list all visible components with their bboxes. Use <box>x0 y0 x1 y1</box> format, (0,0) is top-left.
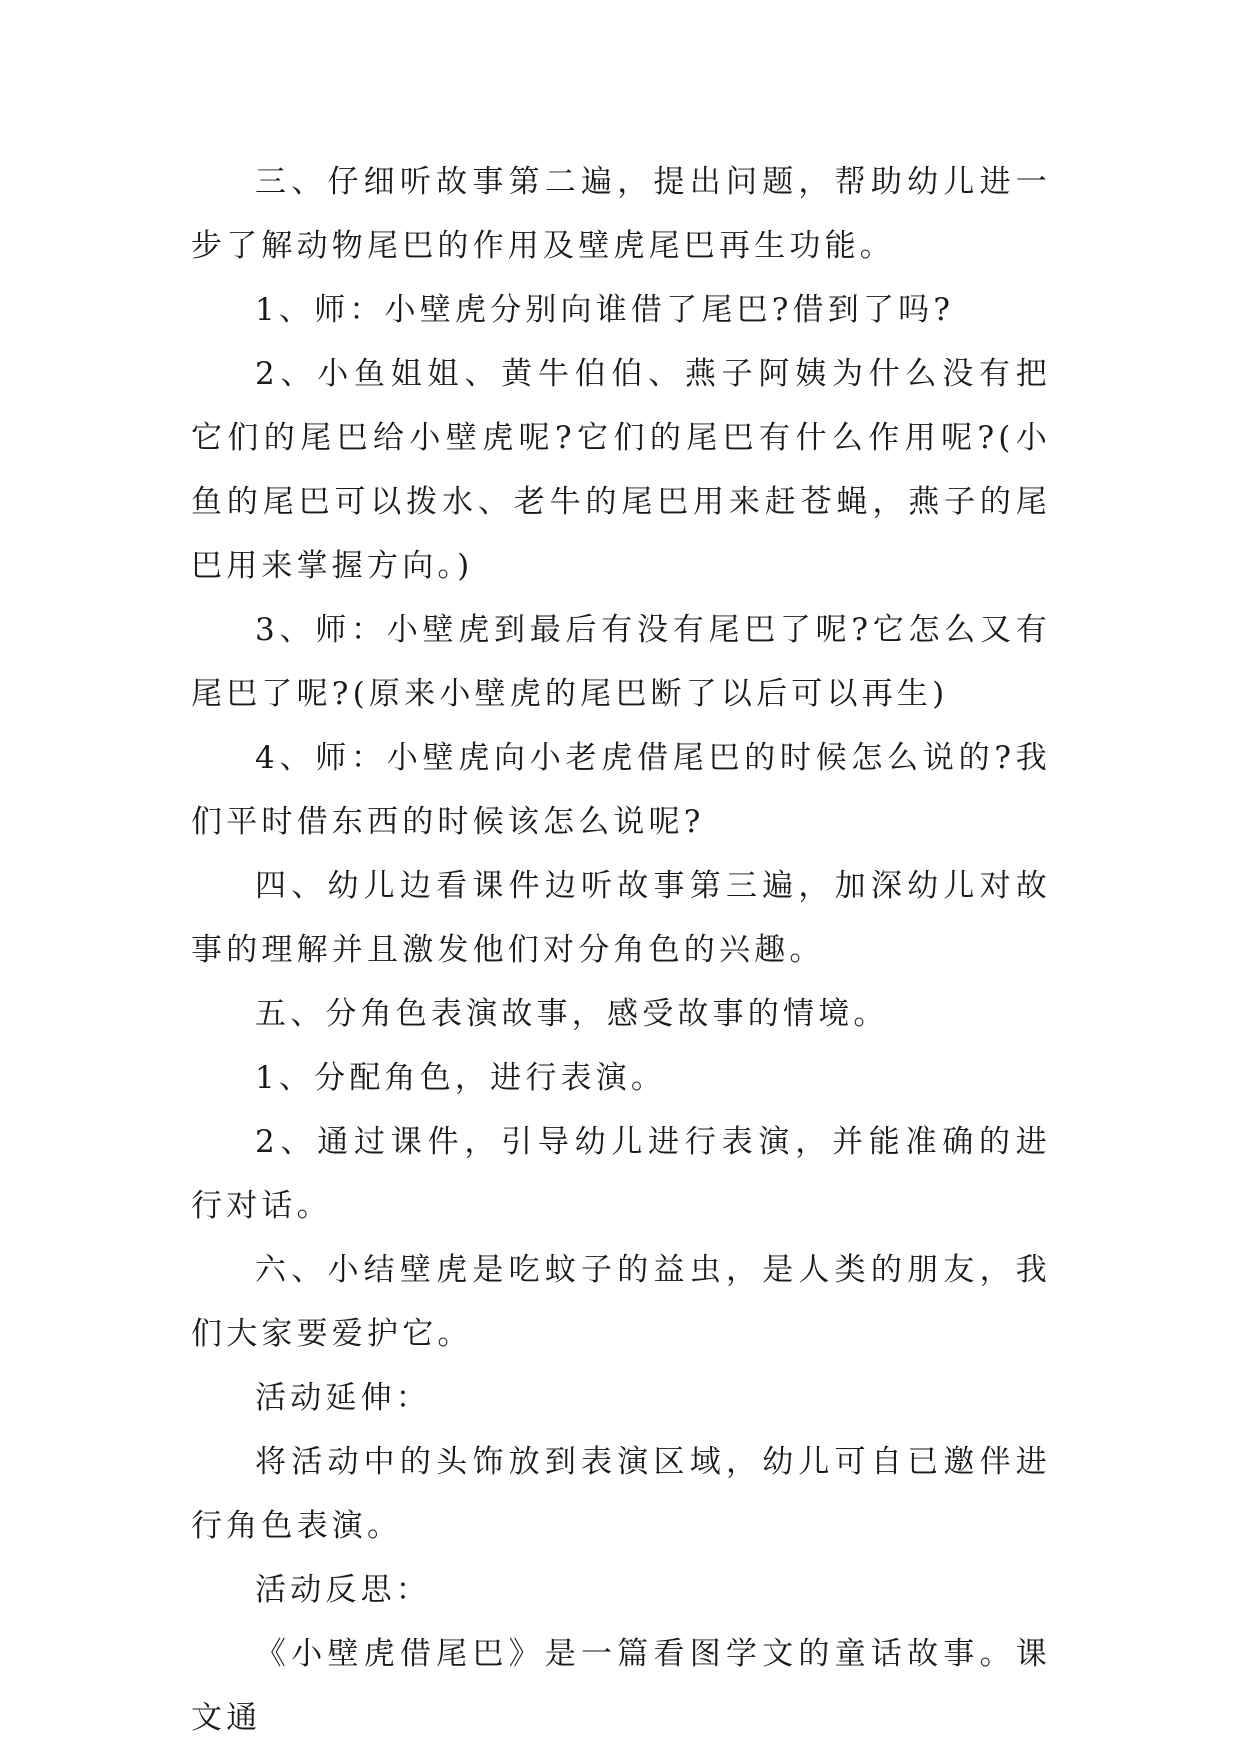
paragraph-8: 1、分配角色，进行表演。 <box>255 1060 667 1096</box>
paragraph-1: 三、仔细听故事第二遍，提出问题，帮助幼儿进一步了解动物尾巴的作用及壁虎尾巴再生功能。 <box>191 164 1051 264</box>
paragraph-11: 活动延伸： <box>255 1380 431 1416</box>
paragraph-5: 4、师：小壁虎向小老虎借尾巴的时候怎么说的?我们平时借东西的时候该怎么说呢? <box>191 740 1051 840</box>
paragraph-12: 将活动中的头饰放到表演区域，幼儿可自已邀伴进行角色表演。 <box>191 1444 1051 1544</box>
document-body <box>191 150 1051 1750</box>
paragraph-7: 五、分角色表演故事，感受故事的情境。 <box>255 996 889 1032</box>
paragraph-2: 1、师：小壁虎分别向谁借了尾巴?借到了吗? <box>255 292 955 328</box>
paragraph-14: 《小壁虎借尾巴》是一篇看图学文的童话故事。课文通 <box>191 1636 1051 1736</box>
paragraph-4: 3、师：小壁虎到最后有没有尾巴了呢?它怎么又有尾巴了呢?(原来小壁虎的尾巴断了以后可以再生) <box>191 612 1051 712</box>
paragraph-10: 六、小结壁虎是吃蚊子的益虫，是人类的朋友，我们大家要爱护它。 <box>191 1252 1051 1352</box>
paragraph-6: 四、幼儿边看课件边听故事第三遍，加深幼儿对故事的理解并且激发他们对分角色的兴趣。 <box>191 868 1051 968</box>
paragraph-9: 2、通过课件，引导幼儿进行表演，并能准确的进行对话。 <box>191 1124 1051 1224</box>
paragraph-13: 活动反思： <box>255 1572 431 1608</box>
paragraph-3: 2、小鱼姐姐、黄牛伯伯、燕子阿姨为什么没有把它们的尾巴给小壁虎呢?它们的尾巴有什么作用呢?(小鱼的尾巴可以拨水、老牛的尾巴用来赶苍蝇，燕子的尾巴用来掌握方向。) <box>191 356 1051 584</box>
